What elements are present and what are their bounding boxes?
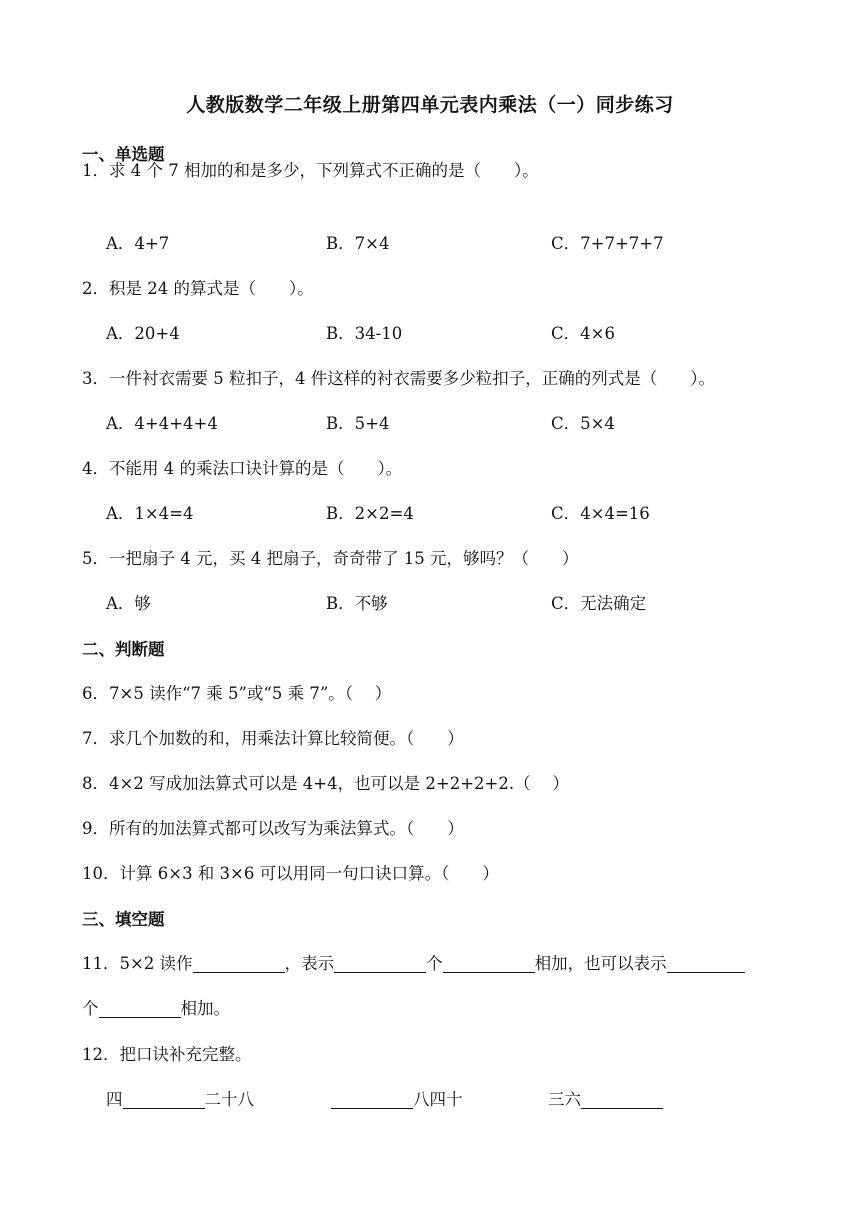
question-4: 4．不能用 4 的乘法口诀计算的是（ ）。 [82, 459, 403, 478]
q12-a-prefix: 四 [106, 1090, 123, 1109]
question-5: 5．一把扇子 4 元，买 4 把扇子，奇奇带了 15 元，够吗？（ ） [82, 549, 579, 568]
section-heading-fill-blank: 三、填空题 [82, 910, 165, 929]
q2-option-a: A．20+4 [106, 324, 180, 343]
section-heading-single-choice: 一、单选题 [82, 145, 165, 164]
q1-option-a: A．4+7 [106, 234, 170, 253]
q11-text-4: 相加，也可以表示 [534, 954, 667, 973]
q12-item-b [331, 1086, 463, 1110]
q12-item-a [106, 1086, 254, 1110]
q12-a-suffix: 二十八 [204, 1090, 254, 1109]
question-9: 9．所有的加法算式都可以改写为乘法算式。（ ） [82, 819, 464, 838]
q11-blank-addend-1[interactable] [443, 954, 535, 973]
q3-option-c: C．5×4 [551, 414, 615, 433]
q11-blank-count-1[interactable] [334, 954, 426, 973]
question-10: 10．计算 6×3 和 3×6 可以用同一句口诀口算。（ ） [82, 864, 499, 883]
q11-text-5: 个 [82, 999, 99, 1018]
question-11-line-2 [82, 995, 230, 1019]
page-title: 人教版数学二年级上册第四单元表内乘法（一）同步练习 [186, 94, 674, 116]
q5-option-b: B．不够 [326, 594, 388, 613]
question-7: 7．求几个加数的和，用乘法计算比较简便。（ ） [82, 729, 464, 748]
q4-option-c: C．4×4=16 [551, 504, 650, 523]
question-6: 6．7×5 读作“7 乘 5”或“5 乘 7”。（ ） [82, 684, 392, 703]
q11-text-2: ，表示 [284, 954, 335, 973]
q1-option-c: C．7+7+7+7 [551, 234, 664, 253]
q4-option-b: B．2×2=4 [326, 504, 414, 523]
q11-text-6: 相加。 [180, 999, 230, 1018]
q11-blank-addend-2[interactable] [99, 999, 181, 1018]
q4-option-a: A．1×4=4 [106, 504, 194, 523]
q12-blank-b[interactable] [331, 1090, 413, 1109]
question-11-line-1 [82, 950, 745, 974]
q12-b-suffix: 八四十 [413, 1090, 463, 1109]
q5-option-c: C．无法确定 [551, 594, 647, 613]
question-1: 1．求 4 个 7 相加的和是多少，下列算式不正确的是（ ）。 [82, 161, 539, 180]
q11-text-3: 个 [426, 954, 443, 973]
q2-option-c: C．4×6 [551, 324, 615, 343]
q3-option-b: B．5+4 [326, 414, 390, 433]
q12-item-c [548, 1086, 663, 1110]
q11-blank-reading[interactable] [193, 954, 285, 973]
q3-option-a: A．4+4+4+4 [106, 414, 218, 433]
q12-c-prefix: 三六 [548, 1090, 581, 1109]
q11-text-1: 11．5×2 读作 [82, 954, 193, 973]
question-2: 2．积是 24 的算式是（ ）。 [82, 279, 314, 298]
section-heading-true-false: 二、判断题 [82, 640, 165, 659]
q5-option-a: A．够 [106, 594, 151, 613]
q11-blank-count-2[interactable] [667, 954, 745, 973]
q1-option-b: B．7×4 [326, 234, 390, 253]
question-8: 8．4×2 写成加法算式可以是 4+4，也可以是 2+2+2+2.（ ） [82, 774, 569, 793]
q12-blank-a[interactable] [123, 1090, 205, 1109]
question-3: 3．一件衬衣需要 5 粒扣子，4 件这样的衬衣需要多少粒扣子，正确的列式是（ ）。 [82, 369, 715, 388]
q2-option-b: B．34-10 [326, 324, 403, 343]
q12-blank-c[interactable] [581, 1090, 663, 1109]
question-12: 12．把口诀补充完整。 [82, 1045, 252, 1064]
